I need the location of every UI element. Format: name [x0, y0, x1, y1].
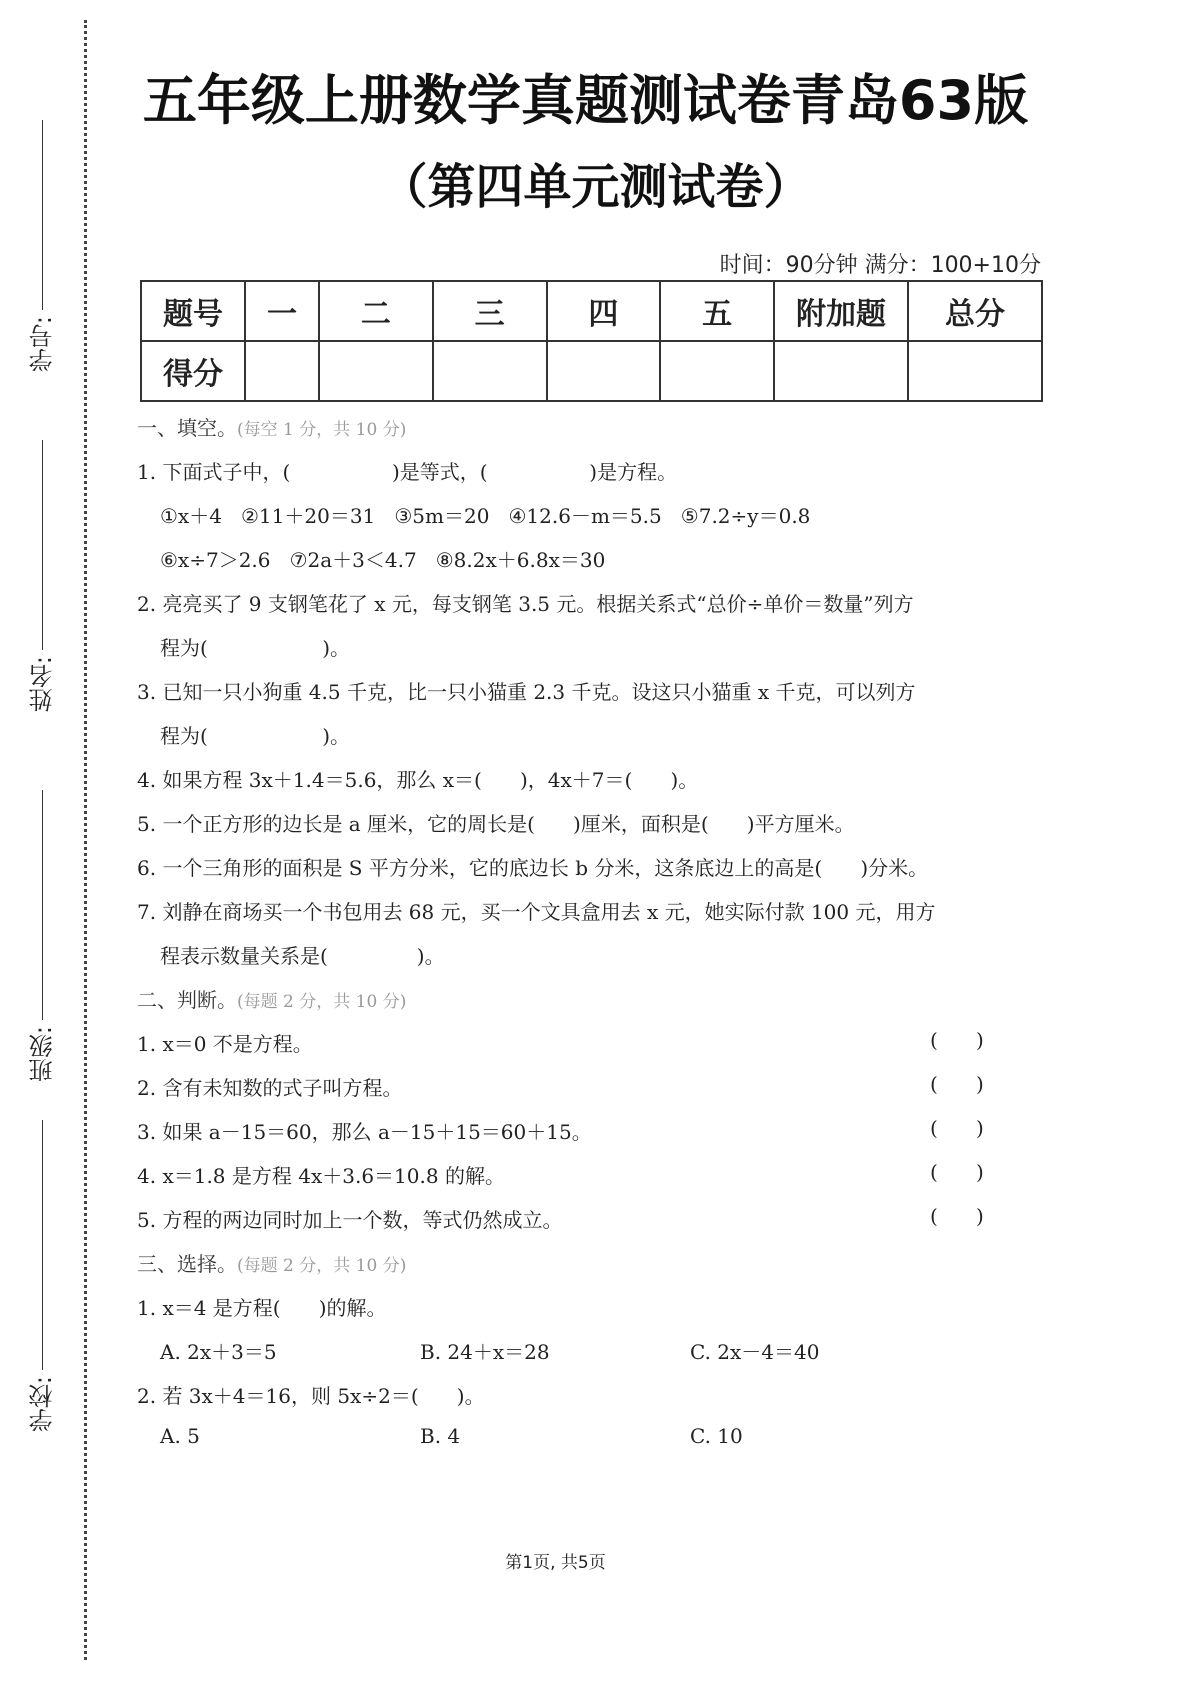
header-cell: 题号	[141, 281, 245, 341]
score-cell[interactable]	[774, 341, 908, 401]
question-cont: 程表示数量关系是( )。	[160, 944, 445, 968]
score-cell[interactable]	[547, 341, 661, 401]
header-cell: 二	[319, 281, 433, 341]
section-3-heading: 三、选择。(每题 2 分，共 10 分)	[137, 1252, 407, 1276]
header-cell: 五	[660, 281, 774, 341]
choice-question: 1. x＝4 是方程( )的解。	[137, 1296, 387, 1320]
choice-option-b: B. 24＋x＝28	[420, 1340, 550, 1364]
class-label: 班级:	[28, 1026, 57, 1083]
school-label: 学校:	[28, 1376, 57, 1433]
choice-question: 2. 若 3x＋4＝16，则 5x÷2＝( )。	[137, 1384, 485, 1408]
judge-question: 3. 如果 a－15＝60，那么 a－15＋15＝60＋15。	[137, 1120, 592, 1144]
header-cell: 总分	[908, 281, 1042, 341]
class-field	[22, 790, 62, 1082]
question-options: ⑥x÷7＞2.6 ⑦2a＋3＜4.7 ⑧8.2x＋6.8x＝30	[160, 548, 606, 572]
binding-dotted-line	[84, 20, 87, 1660]
question: 6. 一个三角形的面积是 S 平方分米，它的底边长 b 分米，这条底边上的高是( )分米。	[137, 856, 929, 880]
exam-meta: 时间：90分钟 满分：100+10分	[719, 253, 1041, 278]
question-cont: 程为( )。	[160, 636, 351, 660]
score-cell[interactable]	[908, 341, 1042, 401]
student-id-label: 学号:	[28, 316, 57, 373]
question: 5. 一个正方形的边长是 a 厘米，它的周长是( )厘米，面积是( )平方厘米。	[137, 812, 855, 836]
question: 4. 如果方程 3x＋1.4＝5.6，那么 x＝( )，4x＋7＝( )。	[137, 768, 699, 792]
school-field	[22, 1120, 62, 1432]
answer-paren[interactable]: ( )	[930, 1028, 984, 1052]
question: 3. 已知一只小狗重 4.5 千克，比一只小猫重 2.3 千克。设这只小猫重 x 千克，可以列方	[137, 680, 916, 704]
question: 7. 刘静在商场买一个书包用去 68 元，买一个文具盒用去 x 元，她实际付款 100 元，用方	[137, 900, 936, 924]
score-row	[141, 341, 1042, 401]
score-table-header	[141, 281, 1042, 341]
choice-option-c: C. 2x－4＝40	[690, 1340, 820, 1364]
answer-paren[interactable]: ( )	[930, 1072, 984, 1096]
name-label: 姓名:	[28, 656, 57, 713]
answer-paren[interactable]: ( )	[930, 1116, 984, 1140]
score-cell[interactable]	[660, 341, 774, 401]
question: 2. 亮亮买了 9 支钢笔花了 x 元，每支钢笔 3.5 元。根据关系式“总价÷单价＝数量”列方	[137, 592, 914, 616]
score-cell[interactable]	[433, 341, 547, 401]
page-footer: 第1页, 共5页	[505, 1553, 606, 1573]
judge-question: 2. 含有未知数的式子叫方程。	[137, 1076, 403, 1100]
name-field	[22, 440, 62, 712]
page-title: 五年级上册数学真题测试卷青岛63版	[142, 69, 1029, 132]
choice-option-a: A. 2x＋3＝5	[160, 1340, 277, 1364]
header-cell: 三	[433, 281, 547, 341]
judge-question: 5. 方程的两边同时加上一个数，等式仍然成立。	[137, 1208, 563, 1232]
answer-paren[interactable]: ( )	[930, 1204, 984, 1228]
score-cell[interactable]	[245, 341, 319, 401]
choice-option-b: B. 4	[420, 1424, 461, 1448]
choice-option-c: C. 10	[690, 1424, 743, 1448]
header-cell: 附加题	[774, 281, 908, 341]
page-subtitle: （第四单元测试卷）	[379, 159, 812, 215]
score-cell[interactable]	[319, 341, 433, 401]
header-cell: 一	[245, 281, 319, 341]
judge-question: 1. x＝0 不是方程。	[137, 1032, 313, 1056]
score-row-label: 得分	[141, 341, 245, 401]
question-options: ①x＋4 ②11＋20＝31 ③5m＝20 ④12.6－m＝5.5 ⑤7.2÷y＝0.8	[160, 504, 811, 528]
header-cell: 四	[547, 281, 661, 341]
section-2-heading: 二、判断。(每题 2 分，共 10 分)	[137, 988, 407, 1012]
question-cont: 程为( )。	[160, 724, 351, 748]
answer-paren[interactable]: ( )	[930, 1160, 984, 1184]
section-1-heading: 一、填空。(每空 1 分，共 10 分)	[137, 416, 407, 440]
score-table	[140, 280, 1043, 402]
judge-question: 4. x＝1.8 是方程 4x＋3.6＝10.8 的解。	[137, 1164, 505, 1188]
choice-option-a: A. 5	[160, 1424, 200, 1448]
question: 1. 下面式子中，( )是等式，( )是方程。	[137, 460, 678, 484]
